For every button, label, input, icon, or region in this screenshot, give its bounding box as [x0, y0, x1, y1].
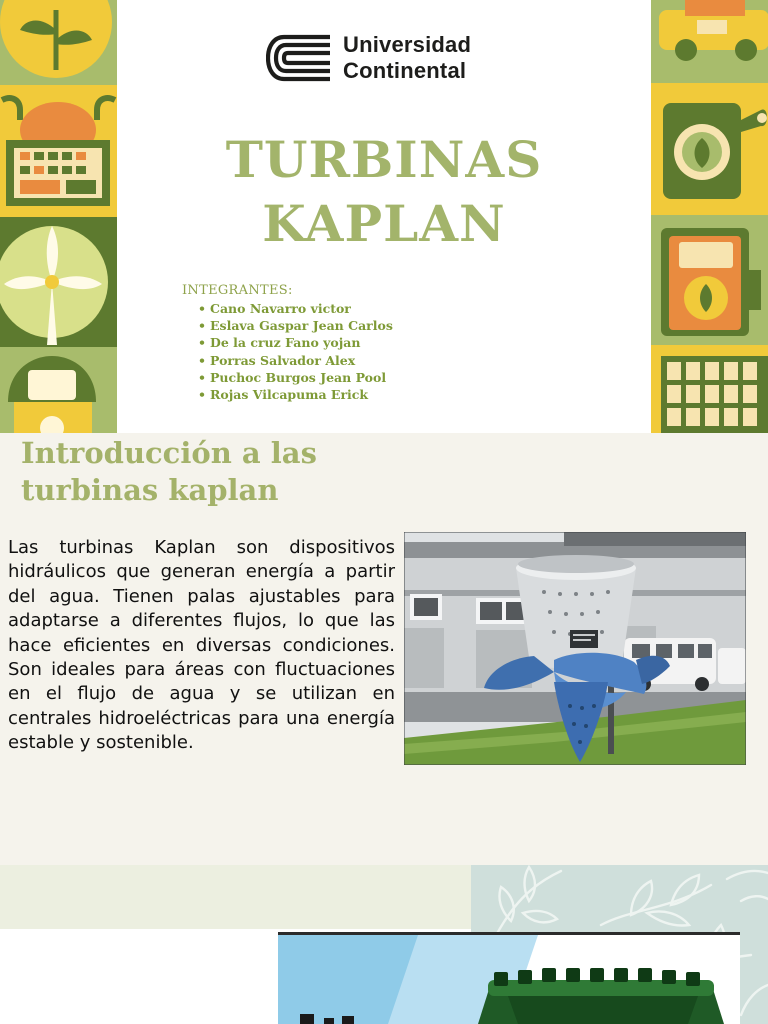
car-icon: [651, 0, 768, 83]
city-basket-icon: [0, 85, 117, 217]
intro-title-line1: Introducción a las: [21, 436, 317, 470]
members-label: INTEGRANTES:: [182, 283, 293, 298]
cover-title: [160, 128, 608, 256]
university-name-line1: Universidad: [343, 32, 472, 57]
leaf-plant-icon: [0, 0, 117, 85]
member-item: • Puchoc Burgos Jean Pool: [198, 369, 393, 386]
university-name: [343, 32, 471, 84]
member-item: • Rojas Vilcapuma Erick: [198, 386, 393, 403]
members-list: [198, 300, 393, 403]
member-item: • Eslava Gaspar Jean Carlos: [198, 317, 393, 334]
eco-icons-left-column: [0, 0, 117, 433]
solar-panel-icon: [651, 345, 768, 433]
cover-page: [0, 0, 768, 433]
wind-turbine-icon: [0, 217, 117, 347]
university-logo: [266, 32, 506, 86]
turbine-runner-photo: [278, 932, 740, 1024]
fuel-can-icon: [651, 83, 768, 215]
cover-title-line1: TURBINAS: [225, 130, 543, 189]
member-item: • De la cruz Fano yojan: [198, 334, 393, 351]
intro-body-text: Las turbinas Kaplan son dispositivos hidráulicos que generan energía a partir del agua. Tienen palas ajustables para adaptarse a diferentes flujos, lo que las hace eficientes en diversas condiciones. Son ideales para áreas con fluctuaciones en el flujo de agua y se utilizan en centrales hidroeléctricas para una energía estable y sostenible.: [8, 537, 395, 754]
intro-page: [0, 433, 768, 865]
eco-fuel-pump-icon: [651, 215, 768, 345]
recycle-bin-icon: [0, 347, 117, 433]
intro-title-line2: turbinas kaplan: [21, 473, 279, 507]
member-item: • Cano Navarro victor: [198, 300, 393, 317]
university-logo-icon: [266, 34, 332, 82]
member-item: • Porras Salvador Alex: [198, 352, 393, 369]
kaplan-turbine-photo: [404, 532, 746, 765]
cover-title-line2: KAPLAN: [262, 194, 506, 253]
eco-icons-right-column: [651, 0, 768, 433]
university-name-line2: Continental: [343, 58, 467, 83]
intro-title: [21, 435, 317, 509]
